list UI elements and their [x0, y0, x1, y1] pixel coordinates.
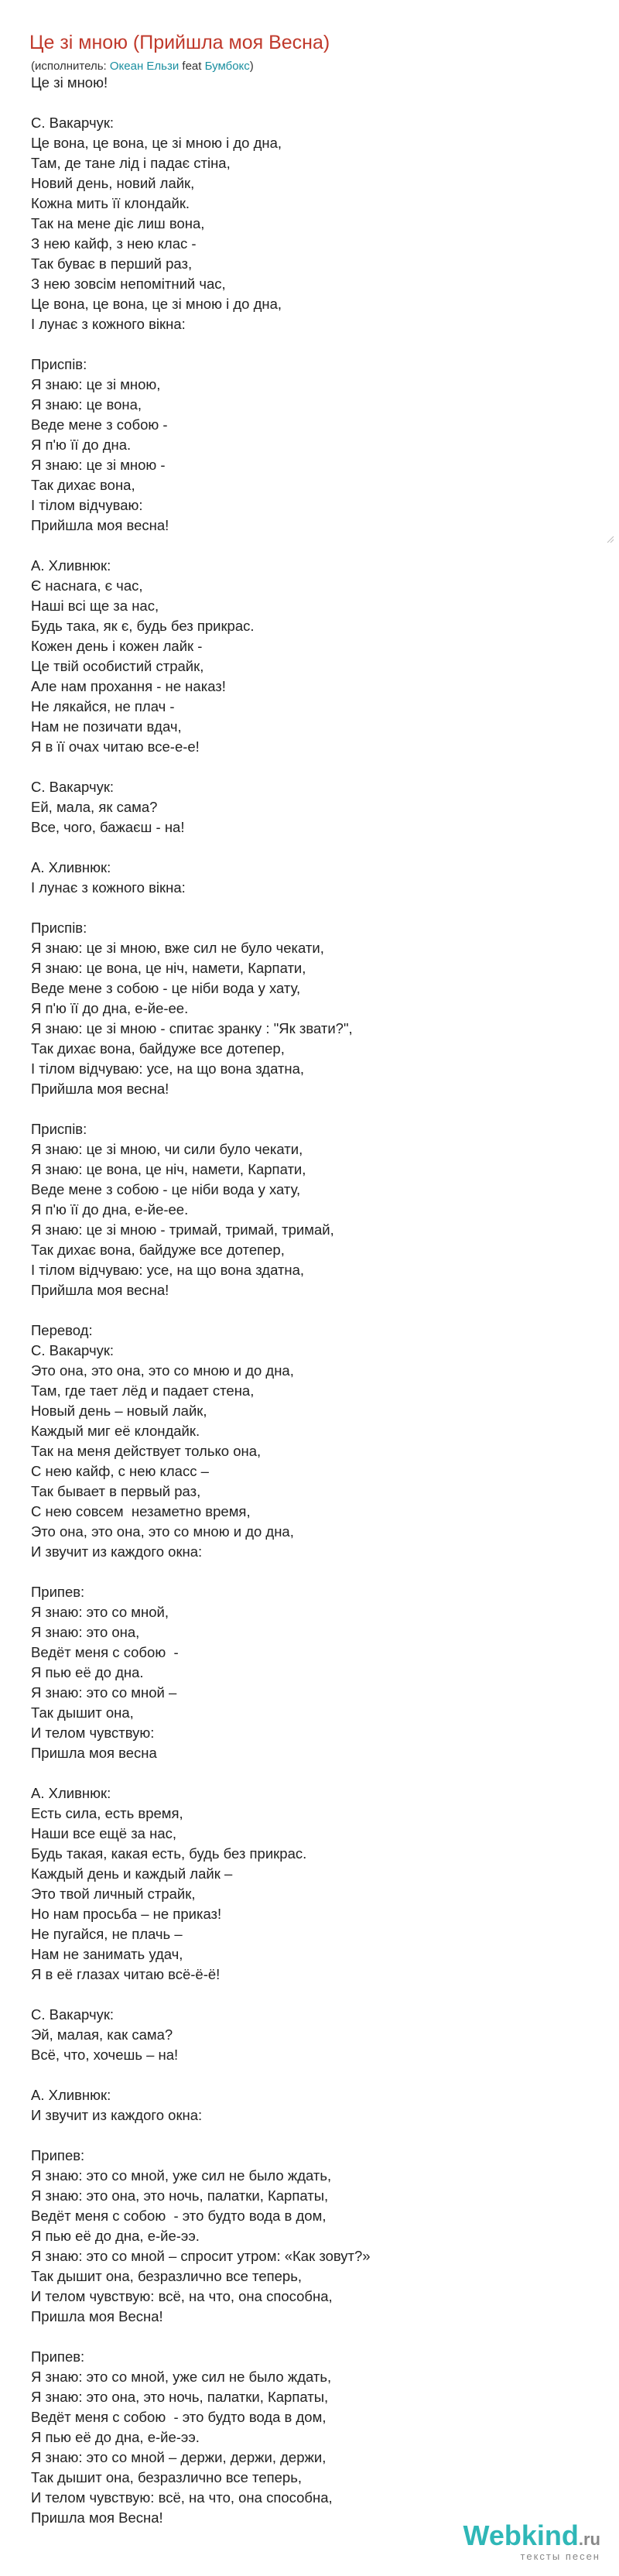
- lyric-line: Эй, малая, как сама?: [31, 2026, 173, 2043]
- lyric-line: Є наснага, є час,: [31, 577, 143, 594]
- resize-grip-icon[interactable]: [605, 534, 614, 543]
- lyric-line: Не лякайся, не плач -: [31, 698, 175, 714]
- lyric-line: Я знаю: це зі мною - спитає зранку : "Як звати?",: [31, 1020, 353, 1036]
- lyric-line: Это она, это она, это со мною и до дна,: [31, 1362, 294, 1379]
- lyric-line: З нею кайф, з нею клас -: [31, 235, 197, 252]
- lyric-line: [31, 1562, 371, 1582]
- lyric-line: Кожен день і кожен лайк -: [31, 638, 203, 654]
- lyric-line: Я знаю: это со мной, уже сил не было ждать,: [31, 2167, 332, 2184]
- lyric-line: Ведёт меня с собою - это будто вода в дом,: [31, 2208, 327, 2224]
- lyric-line: Там, где тает лёд и падает стена,: [31, 1382, 255, 1399]
- lyric-line: С. Вакарчук:: [31, 2006, 115, 2023]
- lyric-line: [31, 2327, 371, 2347]
- lyric-line: [31, 93, 371, 113]
- lyric-line: Я знаю: це вона, це ніч, намети, Карпати,: [31, 1161, 306, 1177]
- lyric-line: Ведёт меня с собою - это будто вода в дом,: [31, 2409, 327, 2425]
- lyric-line: Перевод:: [31, 1322, 93, 1338]
- performer-prefix: (исполнитель:: [31, 60, 110, 73]
- lyric-line: Нам не позичати вдач,: [31, 718, 182, 735]
- lyric-line: Я п'ю її до дна, е-йе-ее.: [31, 1201, 189, 1218]
- lyric-line: Я в її очах читаю все-е-е!: [31, 738, 200, 755]
- lyric-line: Наши все ещё за нас,: [31, 1825, 177, 1841]
- lyric-line: Я знаю: це вона, це ніч, намети, Карпати,: [31, 960, 306, 976]
- lyric-line: [31, 1763, 371, 1783]
- lyric-line: И звучит из каждого окна:: [31, 2107, 203, 2123]
- lyric-line: Приспів:: [31, 1121, 87, 1137]
- lyric-line: [31, 1300, 371, 1321]
- lyric-line: Я знаю: это она, это ночь, палатки, Карпаты,: [31, 2187, 329, 2204]
- lyric-line: Каждый миг её клондайк.: [31, 1423, 200, 1439]
- lyric-line: Це зі мною!: [31, 74, 108, 91]
- lyric-line: [31, 2126, 371, 2146]
- lyric-line: Так дихає вона, байдуже все дотепер,: [31, 1040, 285, 1057]
- lyric-line: А. Хливнюк:: [31, 1785, 111, 1801]
- lyric-line: [31, 1985, 371, 2005]
- lyric-line: Я пью её до дна.: [31, 1664, 144, 1680]
- lyric-line: Будь такая, какая есть, будь без прикрас.: [31, 1845, 307, 1862]
- lyric-line: Я знаю: це зі мною,: [31, 376, 161, 392]
- lyric-line: Так дихає вона, байдуже все дотепер,: [31, 1242, 285, 1258]
- lyric-line: Я знаю: это она,: [31, 1624, 140, 1640]
- lyric-line: С. Вакарчук:: [31, 779, 115, 795]
- lyric-line: С нею совсем незаметно время,: [31, 1503, 251, 1519]
- lyric-line: Не пугайся, не плачь –: [31, 1926, 183, 1942]
- lyric-line: І лунає з кожного вікна:: [31, 879, 186, 896]
- lyric-line: Я пью её до дна, е-йе-ээ.: [31, 2429, 200, 2445]
- lyric-line: А. Хливнюк:: [31, 557, 111, 574]
- lyric-line: С нею кайф, с нею класс –: [31, 1463, 209, 1479]
- lyric-line: Наші всі ще за нас,: [31, 598, 159, 614]
- lyric-line: Там, де тане лід і падає стіна,: [31, 155, 231, 171]
- lyric-line: С. Вакарчук:: [31, 1342, 115, 1358]
- lyric-line: Я знаю: это со мной – спросит утром: «Как зовут?»: [31, 2248, 371, 2264]
- lyric-line: Я знаю: це вона,: [31, 396, 142, 413]
- lyric-line: Новый день – новый лайк,: [31, 1403, 207, 1419]
- lyric-line: Я знаю: это со мной, уже сил не было ждать,: [31, 2369, 332, 2385]
- lyric-line: Це вона, це вона, це зі мною і до дна,: [31, 135, 282, 151]
- site-logo[interactable]: [463, 2519, 600, 2562]
- lyric-line: З нею зовсім непомітний час,: [31, 276, 226, 292]
- lyric-line: Я знаю: це зі мною - тримай, тримай, тримай,: [31, 1221, 334, 1238]
- lyric-line: Але нам прохання - не наказ!: [31, 678, 226, 694]
- artist-link-okean-elzy[interactable]: Океан Ельзи: [109, 60, 180, 73]
- lyric-line: Я знаю: це зі мною -: [31, 457, 166, 473]
- lyric-line: Я знаю: це зі мною, вже сил не було чекати,: [31, 940, 324, 956]
- lyric-line: Ведёт меня с собою -: [31, 1644, 179, 1660]
- lyric-line: [31, 334, 371, 355]
- lyric-line: Будь така, як є, будь без прикрас.: [31, 618, 255, 634]
- lyric-line: Приспів:: [31, 356, 87, 372]
- lyric-line: Пришла моя Весна!: [31, 2509, 163, 2526]
- lyric-line: Припев:: [31, 2348, 85, 2365]
- lyric-line: Я знаю: это со мной,: [31, 1604, 169, 1620]
- lyric-line: Нам не занимать удач,: [31, 1946, 183, 1962]
- lyric-line: Веде мене з собою -: [31, 416, 168, 433]
- lyric-line: Приспів:: [31, 920, 87, 936]
- lyric-line: [31, 536, 371, 556]
- lyric-line: Я п'ю її до дна, е-йе-ее.: [31, 1000, 189, 1016]
- lyrics-text: [31, 73, 371, 2528]
- lyric-line: Припев:: [31, 1584, 85, 1600]
- lyric-line: Я знаю: это она, это ночь, палатки, Карпаты,: [31, 2389, 329, 2405]
- lyric-line: Так буває в перший раз,: [31, 255, 193, 272]
- lyric-line: И звучит из каждого окна:: [31, 1543, 203, 1560]
- lyric-line: Каждый день и каждый лайк –: [31, 1865, 233, 1882]
- lyric-line: Прийшла моя весна!: [31, 517, 169, 533]
- lyric-line: Пришла моя Весна!: [31, 2308, 163, 2324]
- lyric-line: Так дышит она,: [31, 1704, 134, 1721]
- lyric-line: Я знаю: это со мной –: [31, 1684, 177, 1701]
- artist-link-boombox[interactable]: Бумбокс: [204, 60, 250, 73]
- lyric-line: Так на мене діє лиш вона,: [31, 215, 205, 231]
- lyric-line: Припев:: [31, 2147, 85, 2163]
- lyric-line: Пришла моя весна: [31, 1745, 157, 1761]
- lyric-line: Я п'ю її до дна.: [31, 437, 132, 453]
- logo-tagline: тексты песен: [520, 2550, 600, 2562]
- lyric-line: С. Вакарчук:: [31, 115, 115, 131]
- lyric-line: Прийшла моя весна!: [31, 1081, 169, 1097]
- lyric-line: Так дышит она, безразлично все теперь,: [31, 2268, 302, 2284]
- lyric-line: Це вона, це вона, це зі мною і до дна,: [31, 296, 282, 312]
- lyric-line: Це твій особистий страйк,: [31, 658, 204, 674]
- lyric-line: Я знаю: це зі мною, чи сили було чекати,: [31, 1141, 303, 1157]
- lyric-line: А. Хливнюк:: [31, 859, 111, 875]
- performer-line: [31, 59, 254, 74]
- lyric-line: А. Хливнюк:: [31, 2087, 111, 2103]
- lyric-line: Так дышит она, безразлично все теперь,: [31, 2469, 302, 2485]
- lyric-line: І тілом відчуваю: усе, на що вона здатна,: [31, 1060, 305, 1077]
- lyric-line: Но нам просьба – не приказ!: [31, 1906, 222, 1922]
- lyric-line: [31, 898, 371, 918]
- logo-tld: .ru: [578, 2530, 600, 2549]
- lyric-line: И телом чувствую: всё, на что, она способна,: [31, 2489, 333, 2506]
- lyric-line: Я знаю: это со мной – держи, держи, держи,: [31, 2449, 327, 2465]
- lyric-line: Есть сила, есть время,: [31, 1805, 183, 1821]
- lyric-line: Я пью её до дна, е-йе-ээ.: [31, 2228, 200, 2244]
- lyric-line: І тілом відчуваю: усе, на що вона здатна,: [31, 1262, 305, 1278]
- lyric-line: Так на меня действует только она,: [31, 1443, 262, 1459]
- lyric-line: Так дихає вона,: [31, 477, 135, 493]
- lyric-line: [31, 757, 371, 777]
- lyric-line: И телом чувствую:: [31, 1725, 155, 1741]
- lyric-line: Веде мене з собою - це ніби вода у хату,: [31, 980, 301, 996]
- lyric-line: І лунає з кожного вікна:: [31, 316, 186, 332]
- lyric-line: Это она, это она, это со мною и до дна,: [31, 1523, 294, 1540]
- lyric-line: Так бывает в первый раз,: [31, 1483, 201, 1499]
- lyric-line: Я в её глазах читаю всё-ё-ё!: [31, 1966, 221, 1982]
- lyric-line: Кожна мить її клондайк.: [31, 195, 190, 211]
- lyric-line: Новий день, новий лайк,: [31, 175, 195, 191]
- lyric-line: Это твой личный страйк,: [31, 1886, 196, 1902]
- lyric-line: [31, 838, 371, 858]
- lyric-line: [31, 2065, 371, 2085]
- lyric-line: Ей, мала, як сама?: [31, 799, 158, 815]
- lyric-line: [31, 1099, 371, 1119]
- page-title: Це зі мною (Прийшла моя Весна): [29, 32, 330, 53]
- performer-joiner: feat: [179, 60, 205, 73]
- performer-suffix: ): [249, 60, 254, 73]
- logo-name: Webkind: [463, 2519, 579, 2551]
- lyric-line: И телом чувствую: всё, на что, она способна,: [31, 2288, 333, 2304]
- lyric-line: Веде мене з собою - це ніби вода у хату,: [31, 1181, 301, 1197]
- lyric-line: І тілом відчуваю:: [31, 497, 143, 513]
- lyric-line: Прийшла моя весна!: [31, 1282, 169, 1298]
- lyric-line: Все, чого, бажаєш - на!: [31, 819, 185, 835]
- lyric-line: Всё, что, хочешь – на!: [31, 2047, 179, 2063]
